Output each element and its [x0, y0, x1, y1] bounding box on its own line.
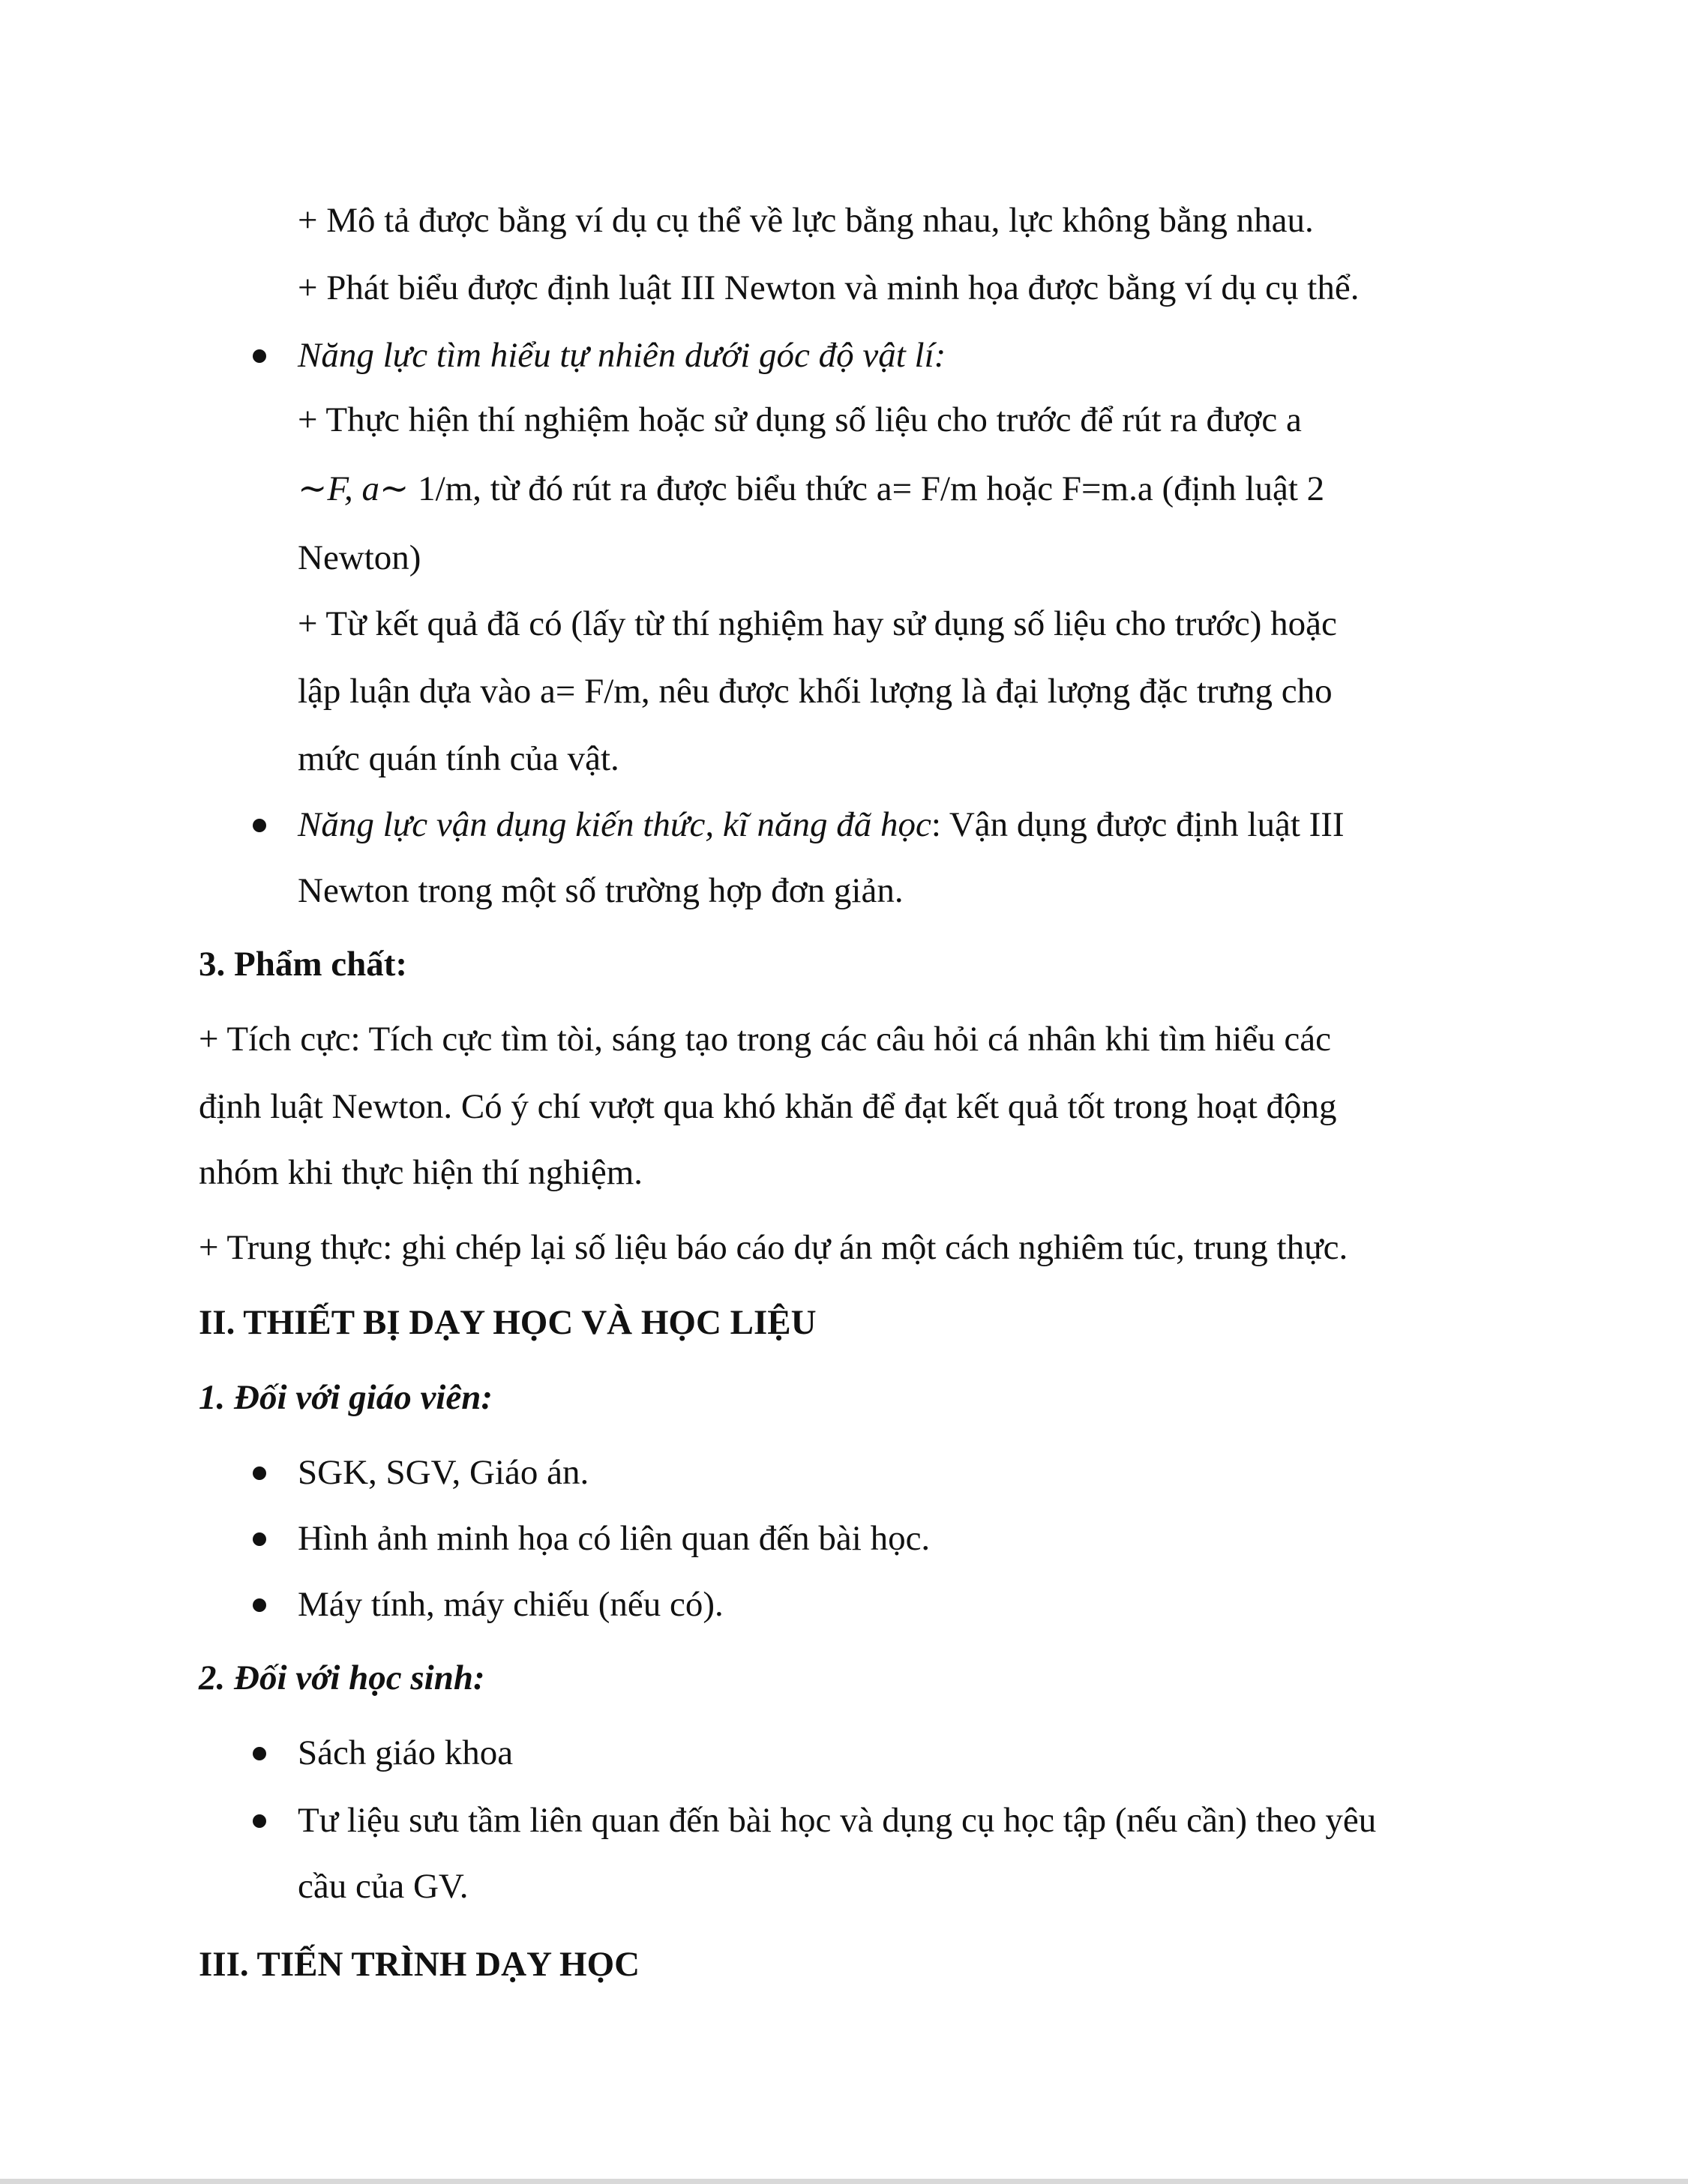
thuc-hien-thi-nghiem-line2-text: 1/m, từ đó rút ra được biểu thức a= F/m hoặc F=m.a (định luật 2 — [409, 469, 1325, 508]
giao-vien-item: Hình ảnh minh họa có liên quan đến bài học. — [298, 1519, 931, 1558]
bullet-van-dung-kien-thuc — [298, 804, 1345, 846]
bullet-dot-icon — [253, 819, 266, 832]
trung-thuc-line: + Trung thực: ghi chép lại số liệu báo cáo dự án một cách nghiêm túc, trung thực. — [199, 1228, 1348, 1267]
tich-cuc-line2: định luật Newton. Có ý chí vượt qua khó khăn để đạt kết quả tốt trong hoạt động — [199, 1087, 1337, 1126]
hoc-sinh-item-tu-lieu-line1: Tư liệu sưu tầm liên quan đến bài học và dụng cụ học tập (nếu cần) theo yêu — [298, 1801, 1377, 1840]
bullet-dot-icon — [253, 1466, 266, 1480]
bullet-tim-hieu-tu-nhien: Năng lực tìm hiểu tự nhiên dưới góc độ vật lí: — [298, 336, 946, 375]
nang-luc-phat-bieu-line: + Phát biểu được định luật III Newton và minh họa được bằng ví dụ cụ thể. — [298, 268, 1360, 307]
page-bottom-edge — [0, 2179, 1688, 2184]
thiet-bi-heading: II. THIẾT BỊ DẠY HỌC VÀ HỌC LIỆU — [199, 1303, 817, 1342]
van-dung-text: : Vận dụng được định luật III — [931, 805, 1345, 844]
tu-ket-qua-line3: mức quán tính của vật. — [298, 739, 619, 778]
bullet-dot-icon — [253, 1532, 266, 1546]
thuc-hien-thi-nghiem-line3: Newton) — [298, 538, 421, 577]
pham-chat-heading: 3. Phẩm chất: — [199, 945, 408, 984]
nang-luc-mo-ta-line: + Mô tả được bằng ví dụ cụ thể về lực bằng nhau, lực không bằng nhau. — [298, 201, 1314, 240]
van-dung-line2: Newton trong một số trường hợp đơn giản. — [298, 871, 904, 910]
tich-cuc-line1: + Tích cực: Tích cực tìm tòi, sáng tạo trong các câu hỏi cá nhân khi tìm hiểu các — [199, 1020, 1332, 1059]
proportional-formula: ∼F, a∼ — [298, 469, 409, 508]
tich-cuc-line3: nhóm khi thực hiện thí nghiệm. — [199, 1153, 643, 1192]
bullet-dot-icon — [253, 1814, 266, 1828]
tien-trinh-heading: III. TIẾN TRÌNH DẠY HỌC — [199, 1945, 640, 1984]
hoc-sinh-heading: 2. Đối với học sinh: — [199, 1658, 485, 1697]
giao-vien-heading: 1. Đối với giáo viên: — [199, 1378, 493, 1417]
hoc-sinh-item-sach: Sách giáo khoa — [298, 1733, 514, 1772]
thuc-hien-thi-nghiem-line2 — [298, 468, 1324, 510]
hoc-sinh-item-tu-lieu-line2: cầu của GV. — [298, 1867, 469, 1906]
tu-ket-qua-line1: + Từ kết quả đã có (lấy từ thí nghiệm hay sử dụng số liệu cho trước) hoặc — [298, 604, 1337, 643]
bullet-dot-icon — [253, 349, 266, 363]
tu-ket-qua-line2: lập luận dựa vào a= F/m, nêu được khối lượng là đại lượng đặc trưng cho — [298, 672, 1333, 711]
van-dung-label: Năng lực vận dụng kiến thức, kĩ năng đã học — [298, 805, 931, 844]
giao-vien-item: Máy tính, máy chiếu (nếu có). — [298, 1585, 724, 1624]
bullet-dot-icon — [253, 1598, 266, 1612]
thuc-hien-thi-nghiem-line1: + Thực hiện thí nghiệm hoặc sử dụng số liệu cho trước để rút ra được a — [298, 400, 1302, 439]
giao-vien-item: SGK, SGV, Giáo án. — [298, 1453, 589, 1492]
bullet-dot-icon — [253, 1747, 266, 1760]
